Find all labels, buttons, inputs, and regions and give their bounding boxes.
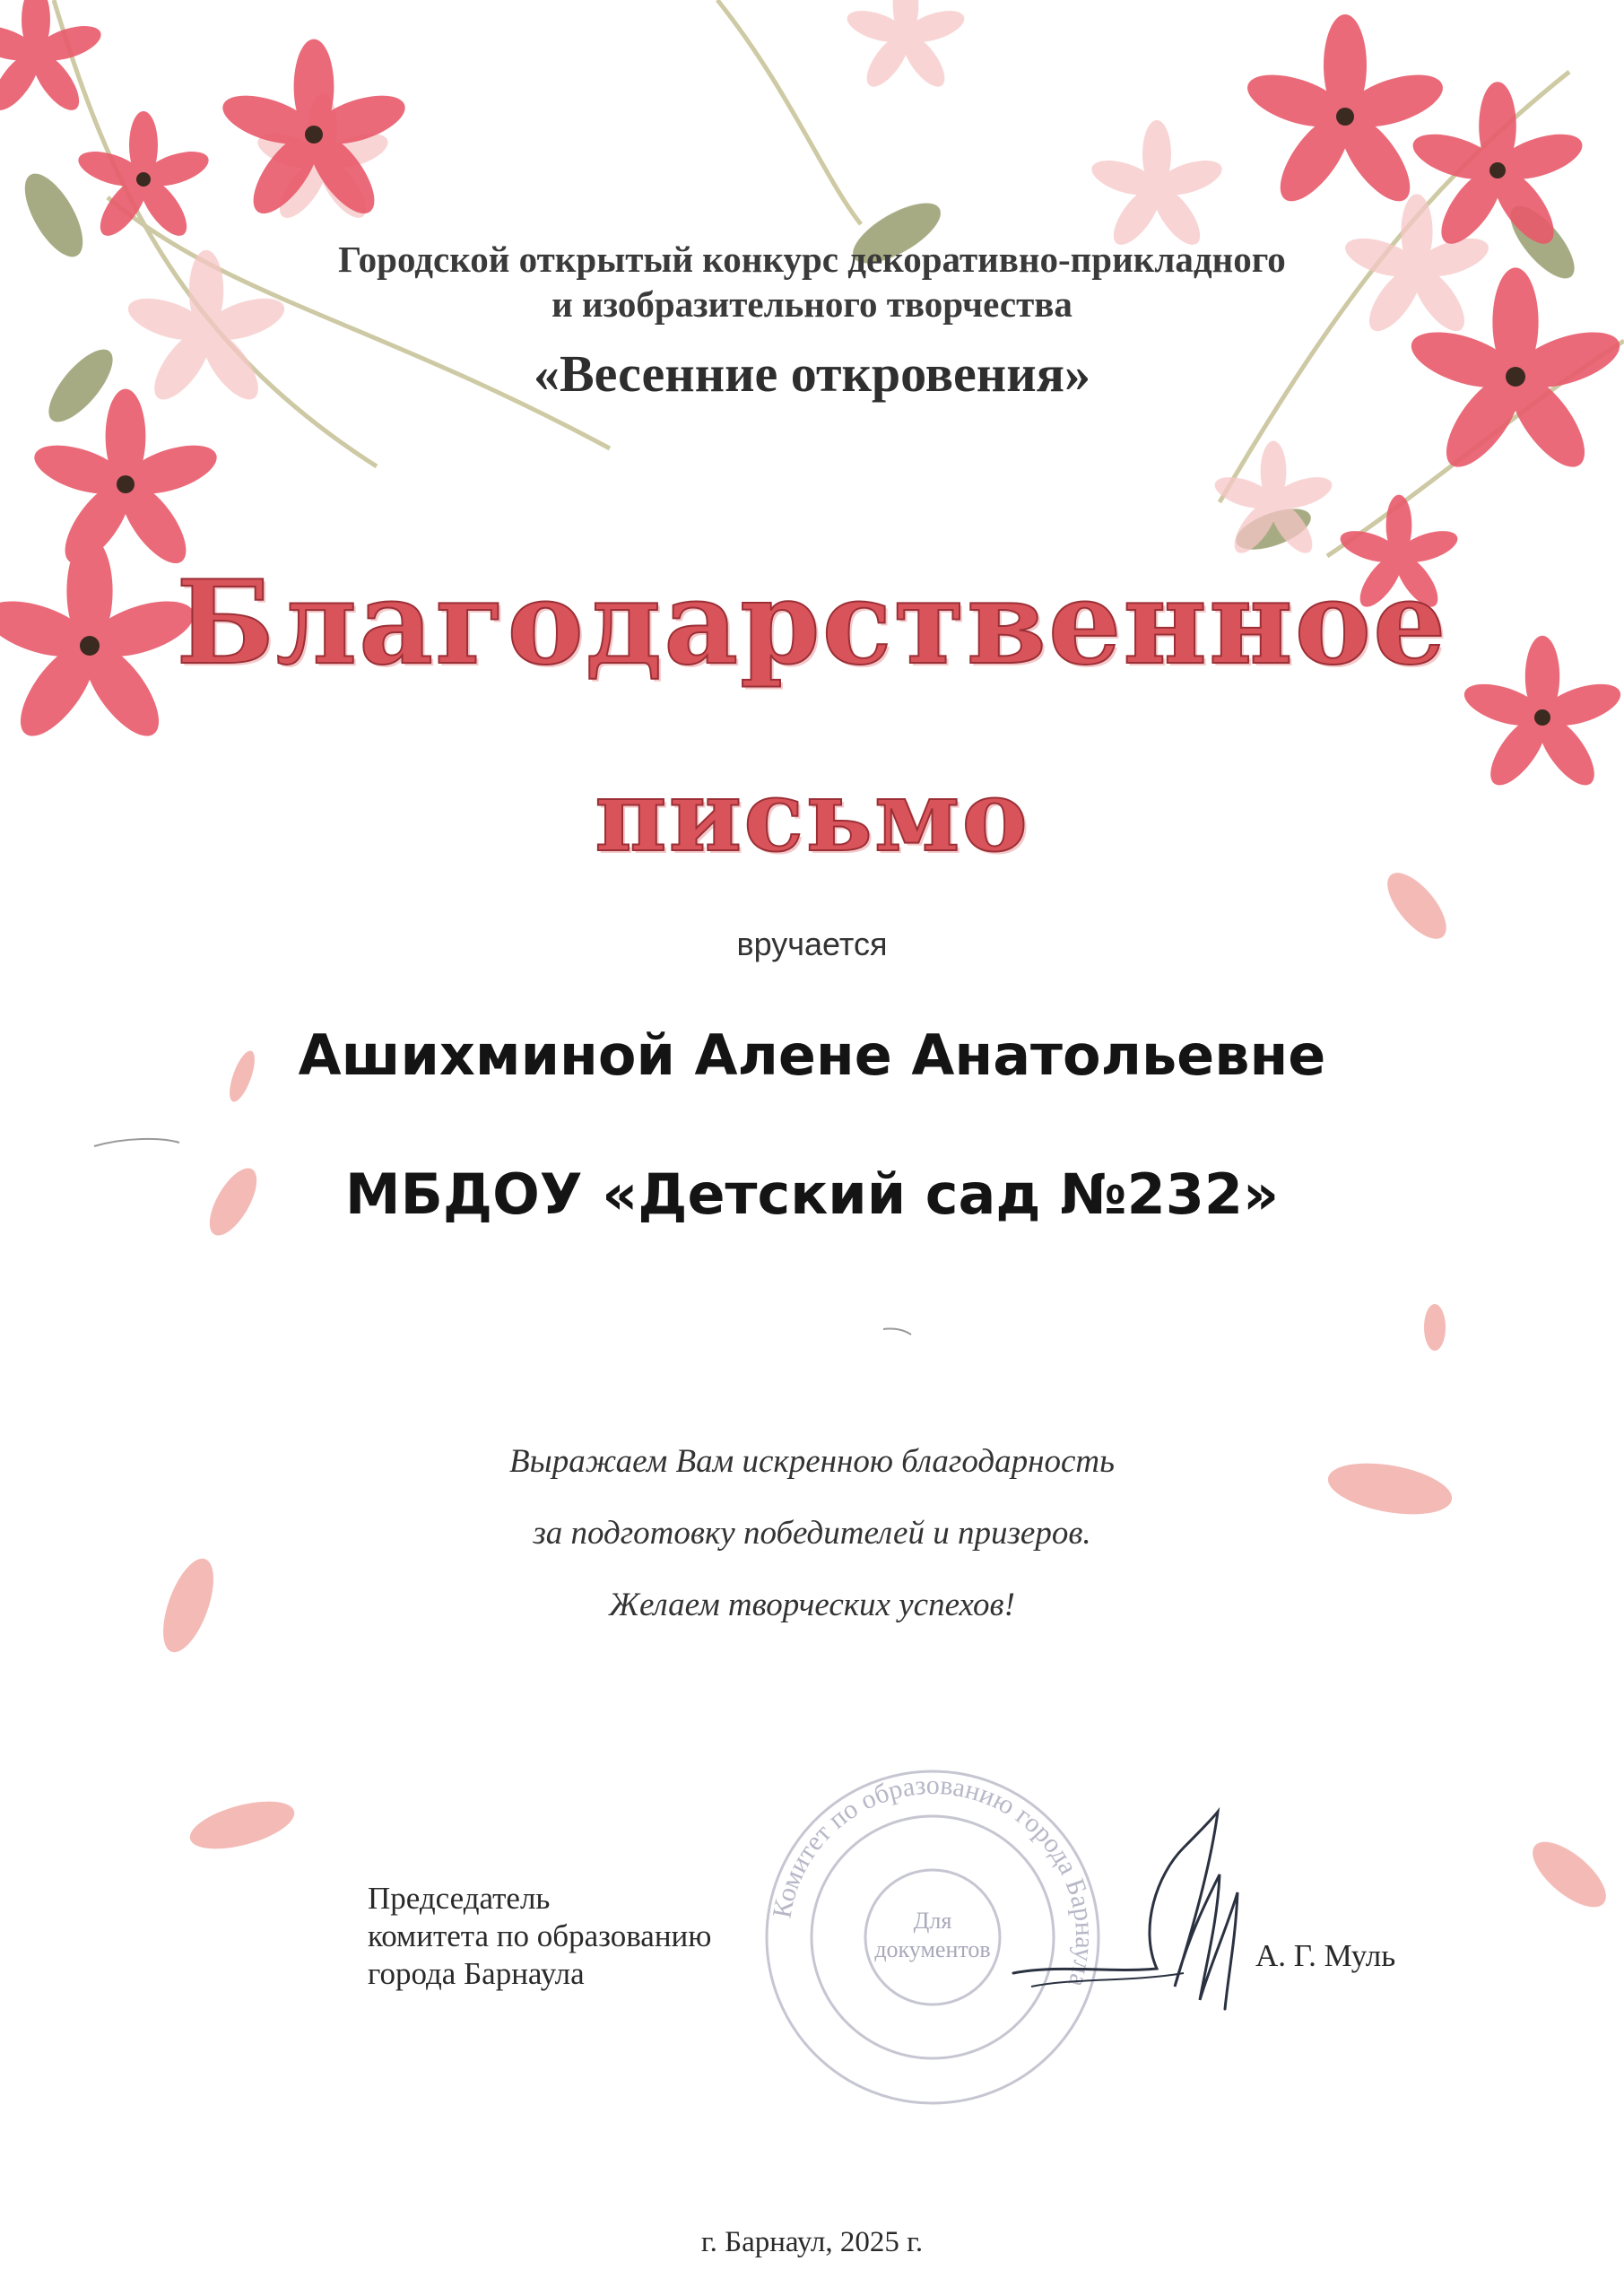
signatory-position-line-1: Председатель [368,1881,551,1916]
contest-name-line-1: Городской открытый конкурс декоративно-прикладного [338,239,1286,280]
message-line-3: Желаем творческих успехов! [609,1587,1015,1623]
document-title-line-1: Благодарственное [176,556,1448,691]
awarded-to-label: вручается [736,926,888,962]
message-line-1: Выражаем Вам искренною благодарность [509,1443,1115,1480]
footer-place-year: г. Барнаул, 2025 г. [700,2226,924,2258]
stamp-center-text-2: документов [874,1936,991,1962]
stamp-center-text-1: Для [913,1908,952,1934]
document-title-line-2: письмо [595,758,1029,874]
signatory-position-line-2: комитета по образованию [368,1918,712,1953]
signatory-position-line-3: города Барнаула [368,1956,585,1991]
recipient-name: Ашихминой Алене Анатольевне [298,1022,1326,1088]
signatory-position [368,1880,711,1993]
stamp-ring-text: Комитет по образованию города Барнаула [767,1770,1100,1991]
message-line-2: за подготовку победителей и призеров. [533,1515,1091,1552]
signatory-name: А. Г. Муль [1255,1938,1396,1973]
contest-name-line-2: и изобразительного творчества [551,283,1073,325]
recipient-organization: МБДОУ «Детский сад №232» [344,1161,1280,1227]
contest-title: «Весенние откровения» [533,344,1091,403]
handwritten-signature [1004,1794,1273,2036]
